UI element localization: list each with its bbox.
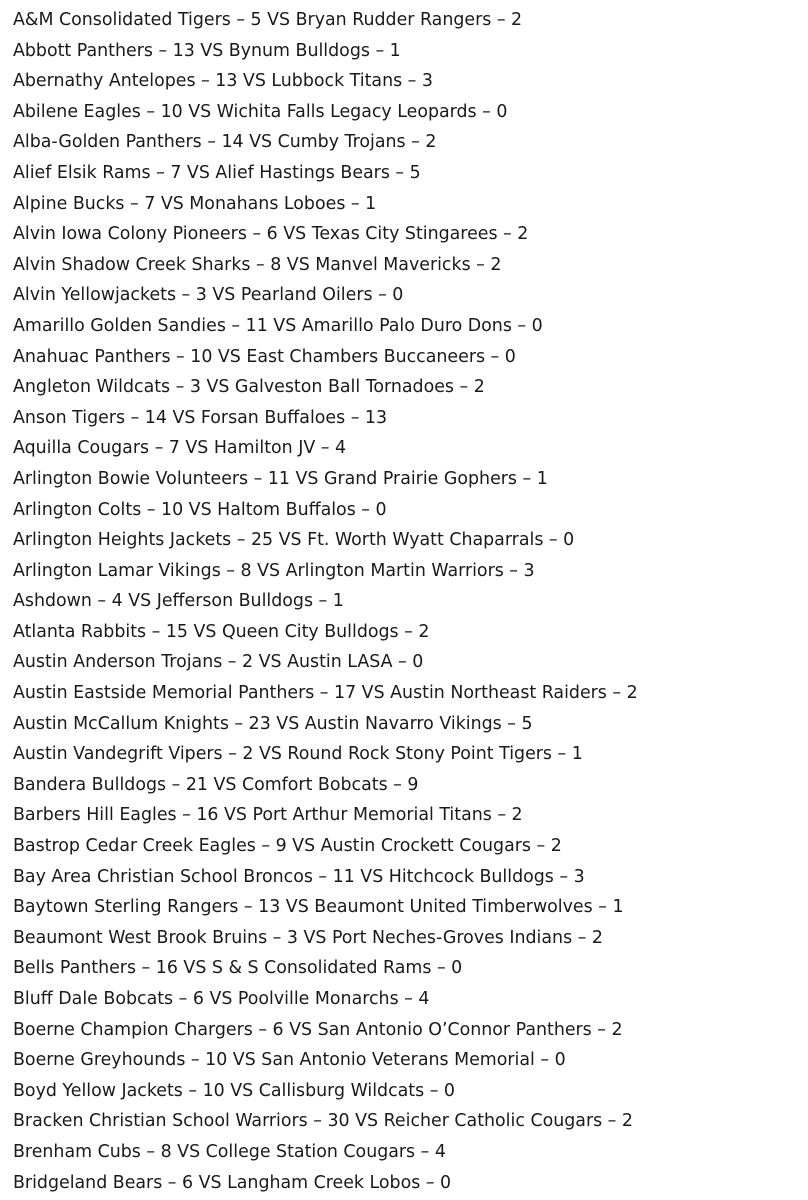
score-result-row: Boerne Champion Chargers – 6 VS San Antonio O’Connor Panthers – 2: [13, 1019, 623, 1040]
score-result-row: Baytown Sterling Rangers – 13 VS Beaumont United Timberwolves – 1: [13, 897, 624, 918]
score-result-row: Bracken Christian School Warriors – 30 VS Reicher Catholic Cougars – 2: [13, 1111, 633, 1132]
score-result-row: Brenham Cubs – 8 VS College Station Cougars – 4: [13, 1141, 446, 1162]
score-result-row: Alvin Yellowjackets – 3 VS Pearland Oilers – 0: [13, 285, 404, 306]
score-result-row: Arlington Lamar Vikings – 8 VS Arlington Martin Warriors – 3: [13, 560, 535, 581]
score-result-row: Arlington Bowie Volunteers – 11 VS Grand Prairie Gophers – 1: [13, 468, 548, 489]
score-result-row: Abernathy Antelopes – 13 VS Lubbock Titans – 3: [13, 71, 433, 92]
score-result-row: Alpine Bucks – 7 VS Monahans Loboes – 1: [13, 193, 377, 214]
score-result-row: A&M Consolidated Tigers – 5 VS Bryan Rudder Rangers – 2: [13, 10, 523, 30]
score-results-list: [13, 5, 803, 1198]
score-result-row: Bluff Dale Bobcats – 6 VS Poolville Monarchs – 4: [13, 989, 430, 1009]
score-result-row: Arlington Colts – 10 VS Haltom Buffalos – 0: [13, 499, 387, 520]
score-result-row: Austin McCallum Knights – 23 VS Austin Navarro Vikings – 5: [13, 713, 533, 734]
score-result-row: Boerne Greyhounds – 10 VS San Antonio Veterans Memorial – 0: [13, 1050, 566, 1071]
score-result-row: Alba-Golden Panthers – 14 VS Cumby Trojans – 2: [13, 132, 437, 153]
score-result-row: Angleton Wildcats – 3 VS Galveston Ball Tornadoes – 2: [13, 377, 485, 398]
score-result-row: Bay Area Christian School Broncos – 11 VS Hitchcock Bulldogs – 3: [13, 866, 585, 887]
score-result-row: Ashdown – 4 VS Jefferson Bulldogs – 1: [13, 591, 344, 612]
score-result-row: Boyd Yellow Jackets – 10 VS Callisburg Wildcats – 0: [13, 1080, 455, 1101]
score-result-row: Atlanta Rabbits – 15 VS Queen City Bulldogs – 2: [13, 621, 430, 642]
score-result-row: Alvin Iowa Colony Pioneers – 6 VS Texas City Stingarees – 2: [13, 224, 529, 245]
score-result-row: Anahuac Panthers – 10 VS East Chambers Buccaneers – 0: [13, 346, 516, 367]
score-result-row: Amarillo Golden Sandies – 11 VS Amarillo Palo Duro Dons – 0: [13, 315, 543, 336]
score-result-row: Aquilla Cougars – 7 VS Hamilton JV – 4: [13, 438, 347, 459]
score-result-row: Austin Vandegrift Vipers – 2 VS Round Rock Stony Point Tigers – 1: [13, 744, 583, 765]
score-result-row: Austin Eastside Memorial Panthers – 17 VS Austin Northeast Raiders – 2: [13, 683, 638, 704]
score-result-row: Bells Panthers – 16 VS S & S Consolidated Rams – 0: [13, 958, 463, 979]
score-result-row: Alief Elsik Rams – 7 VS Alief Hastings Bears – 5: [13, 162, 421, 183]
score-result-row: Alvin Shadow Creek Sharks – 8 VS Manvel Mavericks – 2: [13, 254, 502, 275]
score-result-row: Barbers Hill Eagles – 16 VS Port Arthur Memorial Titans – 2: [13, 805, 523, 826]
score-result-row: Bastrop Cedar Creek Eagles – 9 VS Austin Crockett Cougars – 2: [13, 836, 562, 857]
score-result-row: Beaumont West Brook Bruins – 3 VS Port Neches-Groves Indians – 2: [13, 927, 603, 948]
score-result-row: Abilene Eagles – 10 VS Wichita Falls Legacy Leopards – 0: [13, 101, 508, 122]
score-result-row: Anson Tigers – 14 VS Forsan Buffaloes – 13: [13, 407, 388, 428]
score-result-row: Bridgeland Bears – 6 VS Langham Creek Lobos – 0: [13, 1172, 452, 1193]
score-result-row: Bandera Bulldogs – 21 VS Comfort Bobcats – 9: [13, 774, 419, 795]
score-result-row: Arlington Heights Jackets – 25 VS Ft. Worth Wyatt Chaparrals – 0: [13, 530, 575, 551]
score-result-row: Austin Anderson Trojans – 2 VS Austin LASA – 0: [13, 652, 424, 673]
score-result-row: Abbott Panthers – 13 VS Bynum Bulldogs – 1: [13, 40, 401, 61]
